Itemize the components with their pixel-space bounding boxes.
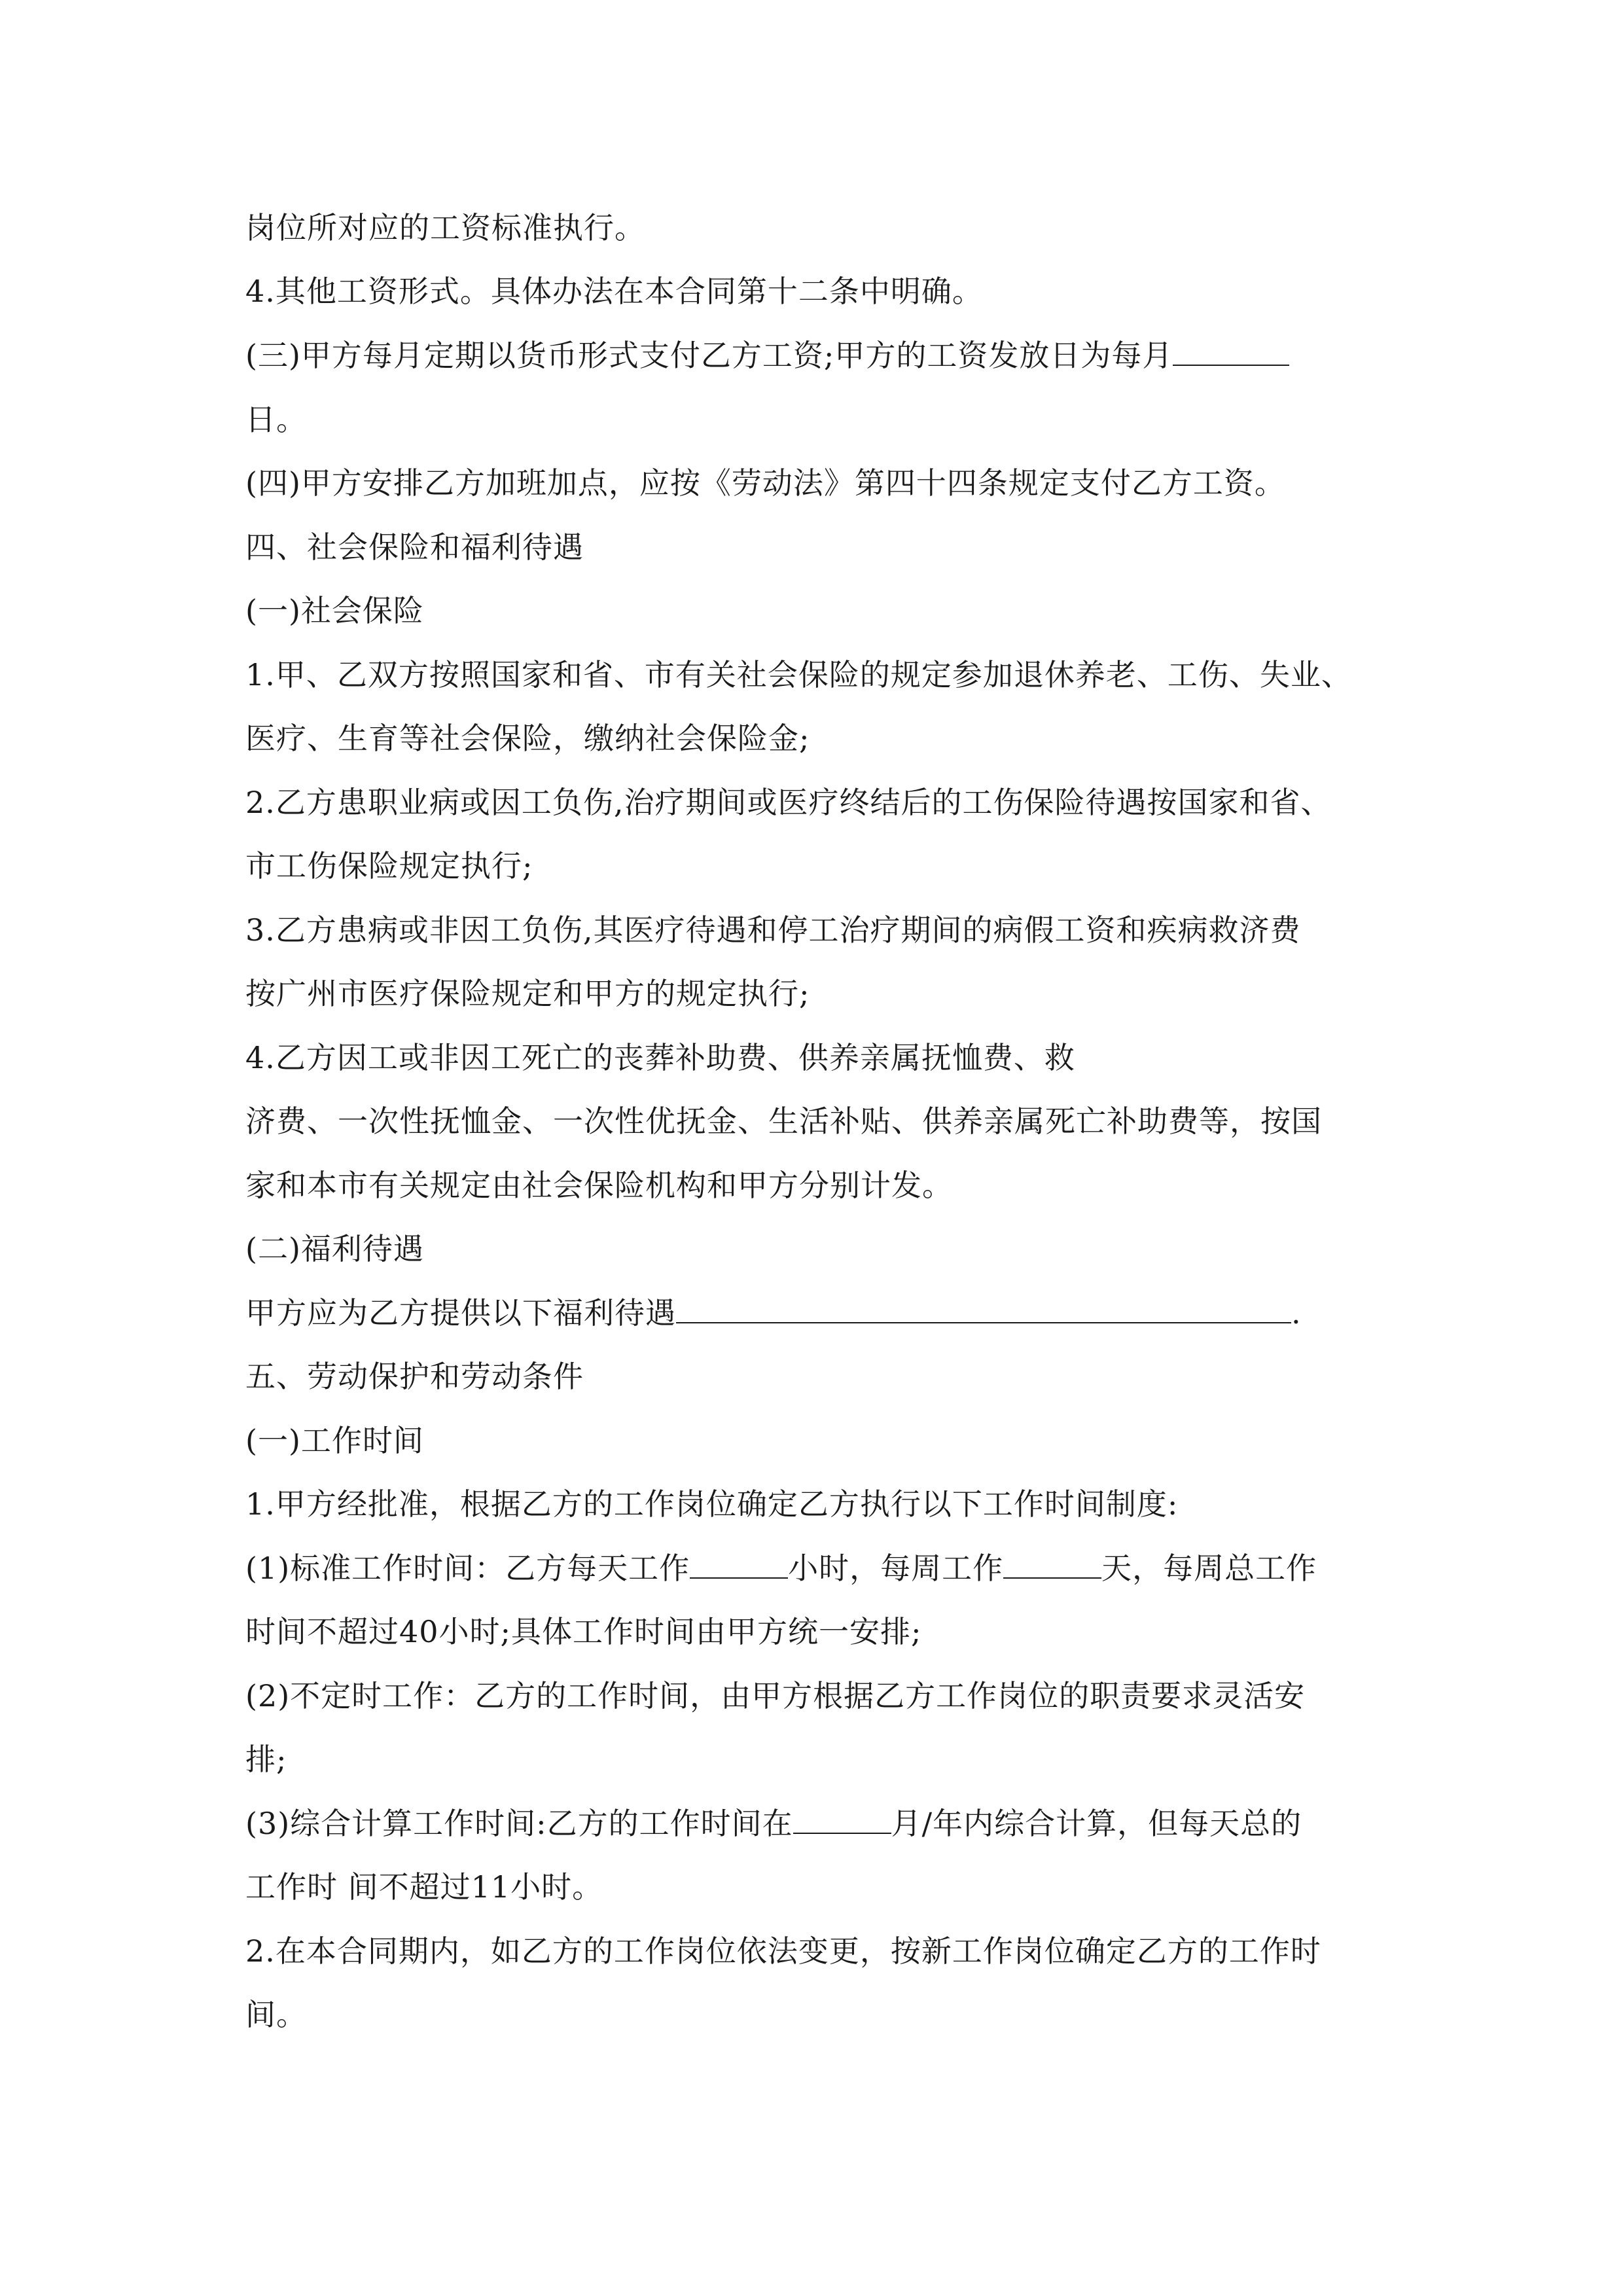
- line-text: (一)工作时间: [245, 1423, 424, 1458]
- text-line: [245, 1293, 1302, 1333]
- line-text: 五、劳动保护和劳动条件: [245, 1359, 584, 1394]
- subsection-heading: [245, 1421, 424, 1460]
- line-text: 1.甲、乙双方按照国家和省、市有关社会保险的规定参加退休养老、工伤、失业、: [245, 657, 1352, 692]
- text-line: [245, 974, 810, 1013]
- text-line: [245, 463, 1285, 503]
- fill-in-blank[interactable]: [1003, 1549, 1101, 1579]
- line-text: 时间不超过40小时;具体工作时间由甲方统一安排;: [245, 1614, 922, 1649]
- text-line: [245, 1740, 287, 1779]
- line-text: 4.其他工资形式。具体办法在本合同第十二条中明确。: [245, 274, 983, 309]
- line-text: (二)福利待遇: [245, 1231, 424, 1266]
- text-line: [245, 1102, 1322, 1141]
- line-text: 天，每周总工作: [1101, 1551, 1317, 1586]
- line-text: 4.乙方因工或非因工死亡的丧葬补助费、供养亲属抚恤费、救: [245, 1040, 1075, 1075]
- subsection-heading: [245, 1229, 424, 1268]
- text-line: [245, 272, 983, 311]
- line-text: 小时，每周工作: [788, 1551, 1004, 1586]
- text-line: [245, 1612, 922, 1651]
- text-line: [245, 1931, 1321, 1971]
- line-text: .: [1291, 1295, 1302, 1331]
- line-text: 日。: [245, 402, 307, 437]
- line-text: 岗位所对应的工资标准执行。: [245, 210, 645, 245]
- line-text: 医疗、生育等社会保险，缴纳社会保险金;: [245, 721, 810, 756]
- line-text: 市工伤保险规定执行;: [245, 848, 533, 884]
- text-line: [245, 1804, 1302, 1843]
- text-line: [245, 1867, 603, 1907]
- text-line: [245, 1995, 307, 2034]
- text-line: [245, 1038, 1075, 1077]
- line-text: 2.在本合同期内，如乙方的工作岗位依法变更，按新工作岗位确定乙方的工作时: [245, 1933, 1321, 1969]
- section-heading: [245, 528, 584, 567]
- line-text: 2.乙方患职业病或因工负伤,治疗期间或医疗终结后的工伤保险待遇按国家和省、: [245, 785, 1332, 820]
- text-line: [245, 1676, 1305, 1715]
- line-text: 按广州市医疗保险规定和甲方的规定执行;: [245, 976, 810, 1011]
- line-text: (四)甲方安排乙方加班加点，应按《劳动法》第四十四条规定支付乙方工资。: [245, 465, 1285, 501]
- text-line: [245, 783, 1332, 822]
- line-text: 间。: [245, 1997, 307, 2032]
- line-text: 济费、一次性抚恤金、一次性优抚金、生活补贴、供养亲属死亡补助费等，按国: [245, 1103, 1322, 1139]
- text-line: [245, 910, 1301, 950]
- line-text: 工作时 间不超过11小时。: [245, 1869, 603, 1905]
- line-text: (一)社会保险: [245, 593, 424, 628]
- text-line: [245, 336, 1289, 375]
- line-text: 甲方应为乙方提供以下福利待遇: [245, 1295, 676, 1331]
- line-text: 家和本市有关规定由社会保险机构和甲方分别计发。: [245, 1168, 953, 1203]
- text-line: [245, 846, 533, 886]
- line-text: 3.乙方患病或非因工负伤,其医疗待遇和停工治疗期间的病假工资和疾病救济费: [245, 912, 1301, 948]
- text-line: [245, 655, 1352, 694]
- fill-in-blank[interactable]: [793, 1804, 891, 1834]
- text-line: [245, 400, 307, 439]
- line-text: 排;: [245, 1742, 287, 1777]
- text-line: [245, 1166, 953, 1205]
- text-line: [245, 719, 810, 758]
- subsection-heading: [245, 591, 424, 630]
- line-text: (2)不定时工作：乙方的工作时间，由甲方根据乙方工作岗位的职责要求灵活安: [245, 1678, 1306, 1713]
- line-text: (三)甲方每月定期以货币形式支付乙方工资;甲方的工资发放日为每月: [245, 338, 1173, 373]
- text-line: [245, 1549, 1317, 1588]
- text-line: [245, 208, 645, 247]
- text-line: [245, 1484, 1178, 1524]
- fill-in-blank[interactable]: [676, 1293, 1291, 1323]
- line-text: (1)标准工作时间：乙方每天工作: [245, 1551, 690, 1586]
- line-text: 1.甲方经批准，根据乙方的工作岗位确定乙方执行以下工作时间制度:: [245, 1486, 1179, 1522]
- fill-in-blank[interactable]: [1173, 336, 1289, 366]
- line-text: (3)综合计算工作时间:乙方的工作时间在: [245, 1806, 793, 1841]
- line-text: 月/年内综合计算，但每天总的: [891, 1806, 1302, 1841]
- line-text: 四、社会保险和福利待遇: [245, 529, 584, 565]
- fill-in-blank[interactable]: [690, 1549, 788, 1579]
- section-heading: [245, 1357, 584, 1396]
